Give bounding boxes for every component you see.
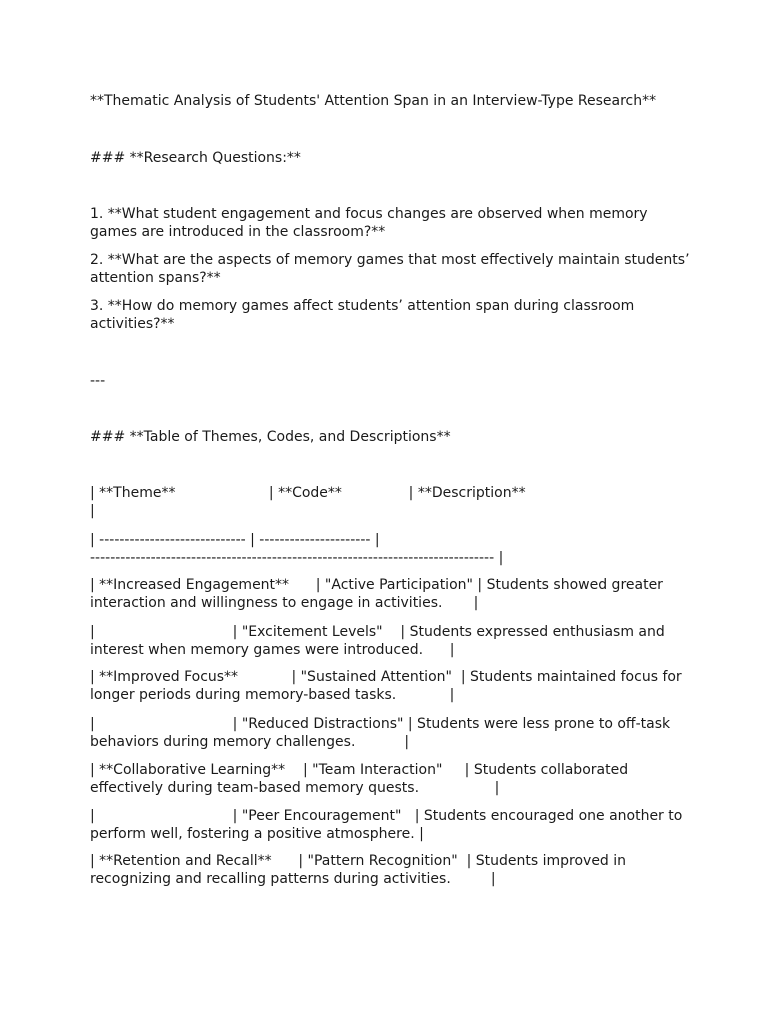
table-row-reduced-distractions: | | "Reduced Distractions" | Students were less prone to off-task behaviors during memory challenges. |	[90, 716, 675, 750]
table-row-retention-recall: | **Retention and Recall** | "Pattern Recognition" | Students improved in recognizing and recalling patterns during activities. |	[90, 853, 631, 887]
table-row-collaborative-learning: | **Collaborative Learning** | "Team Interaction" | Students collaborated effectively during team-based memory quests. |	[90, 762, 633, 796]
section-separator: ---	[90, 373, 106, 389]
table-heading: ### **Table of Themes, Codes, and Descriptions**	[90, 429, 451, 445]
table-row-increased-engagement: | **Increased Engagement** | "Active Participation" | Students showed greater interaction and willingness to engage in activities. |	[90, 577, 668, 611]
research-question-3: 3. **How do memory games affect students’ attention span during classroom activities?**	[90, 298, 639, 332]
research-question-2: 2. **What are the aspects of memory games that most effectively maintain students’ attention spans?**	[90, 252, 694, 286]
research-questions-heading: ### **Research Questions:**	[90, 150, 301, 166]
research-question-1: 1. **What student engagement and focus changes are observed when memory games are introduced in the classroom?**	[90, 206, 653, 240]
table-header-row: | **Theme** | **Code** | **Description** |	[90, 485, 526, 519]
table-divider-row: | ----------------------------- | ---------------------- | -------------------------------------------------------------------------------- |	[90, 532, 504, 566]
table-row-peer-encouragement: | | "Peer Encouragement" | Students encouraged one another to perform well, fostering a positive atmosphere. |	[90, 808, 687, 842]
table-row-excitement-levels: | | "Excitement Levels" | Students expressed enthusiasm and interest when memory games were introduced. |	[90, 624, 670, 658]
document-title: **Thematic Analysis of Students' Attention Span in an Interview-Type Research**	[90, 93, 657, 109]
table-row-improved-focus: | **Improved Focus** | "Sustained Attention" | Students maintained focus for longer periods during memory-based tasks. |	[90, 669, 687, 703]
